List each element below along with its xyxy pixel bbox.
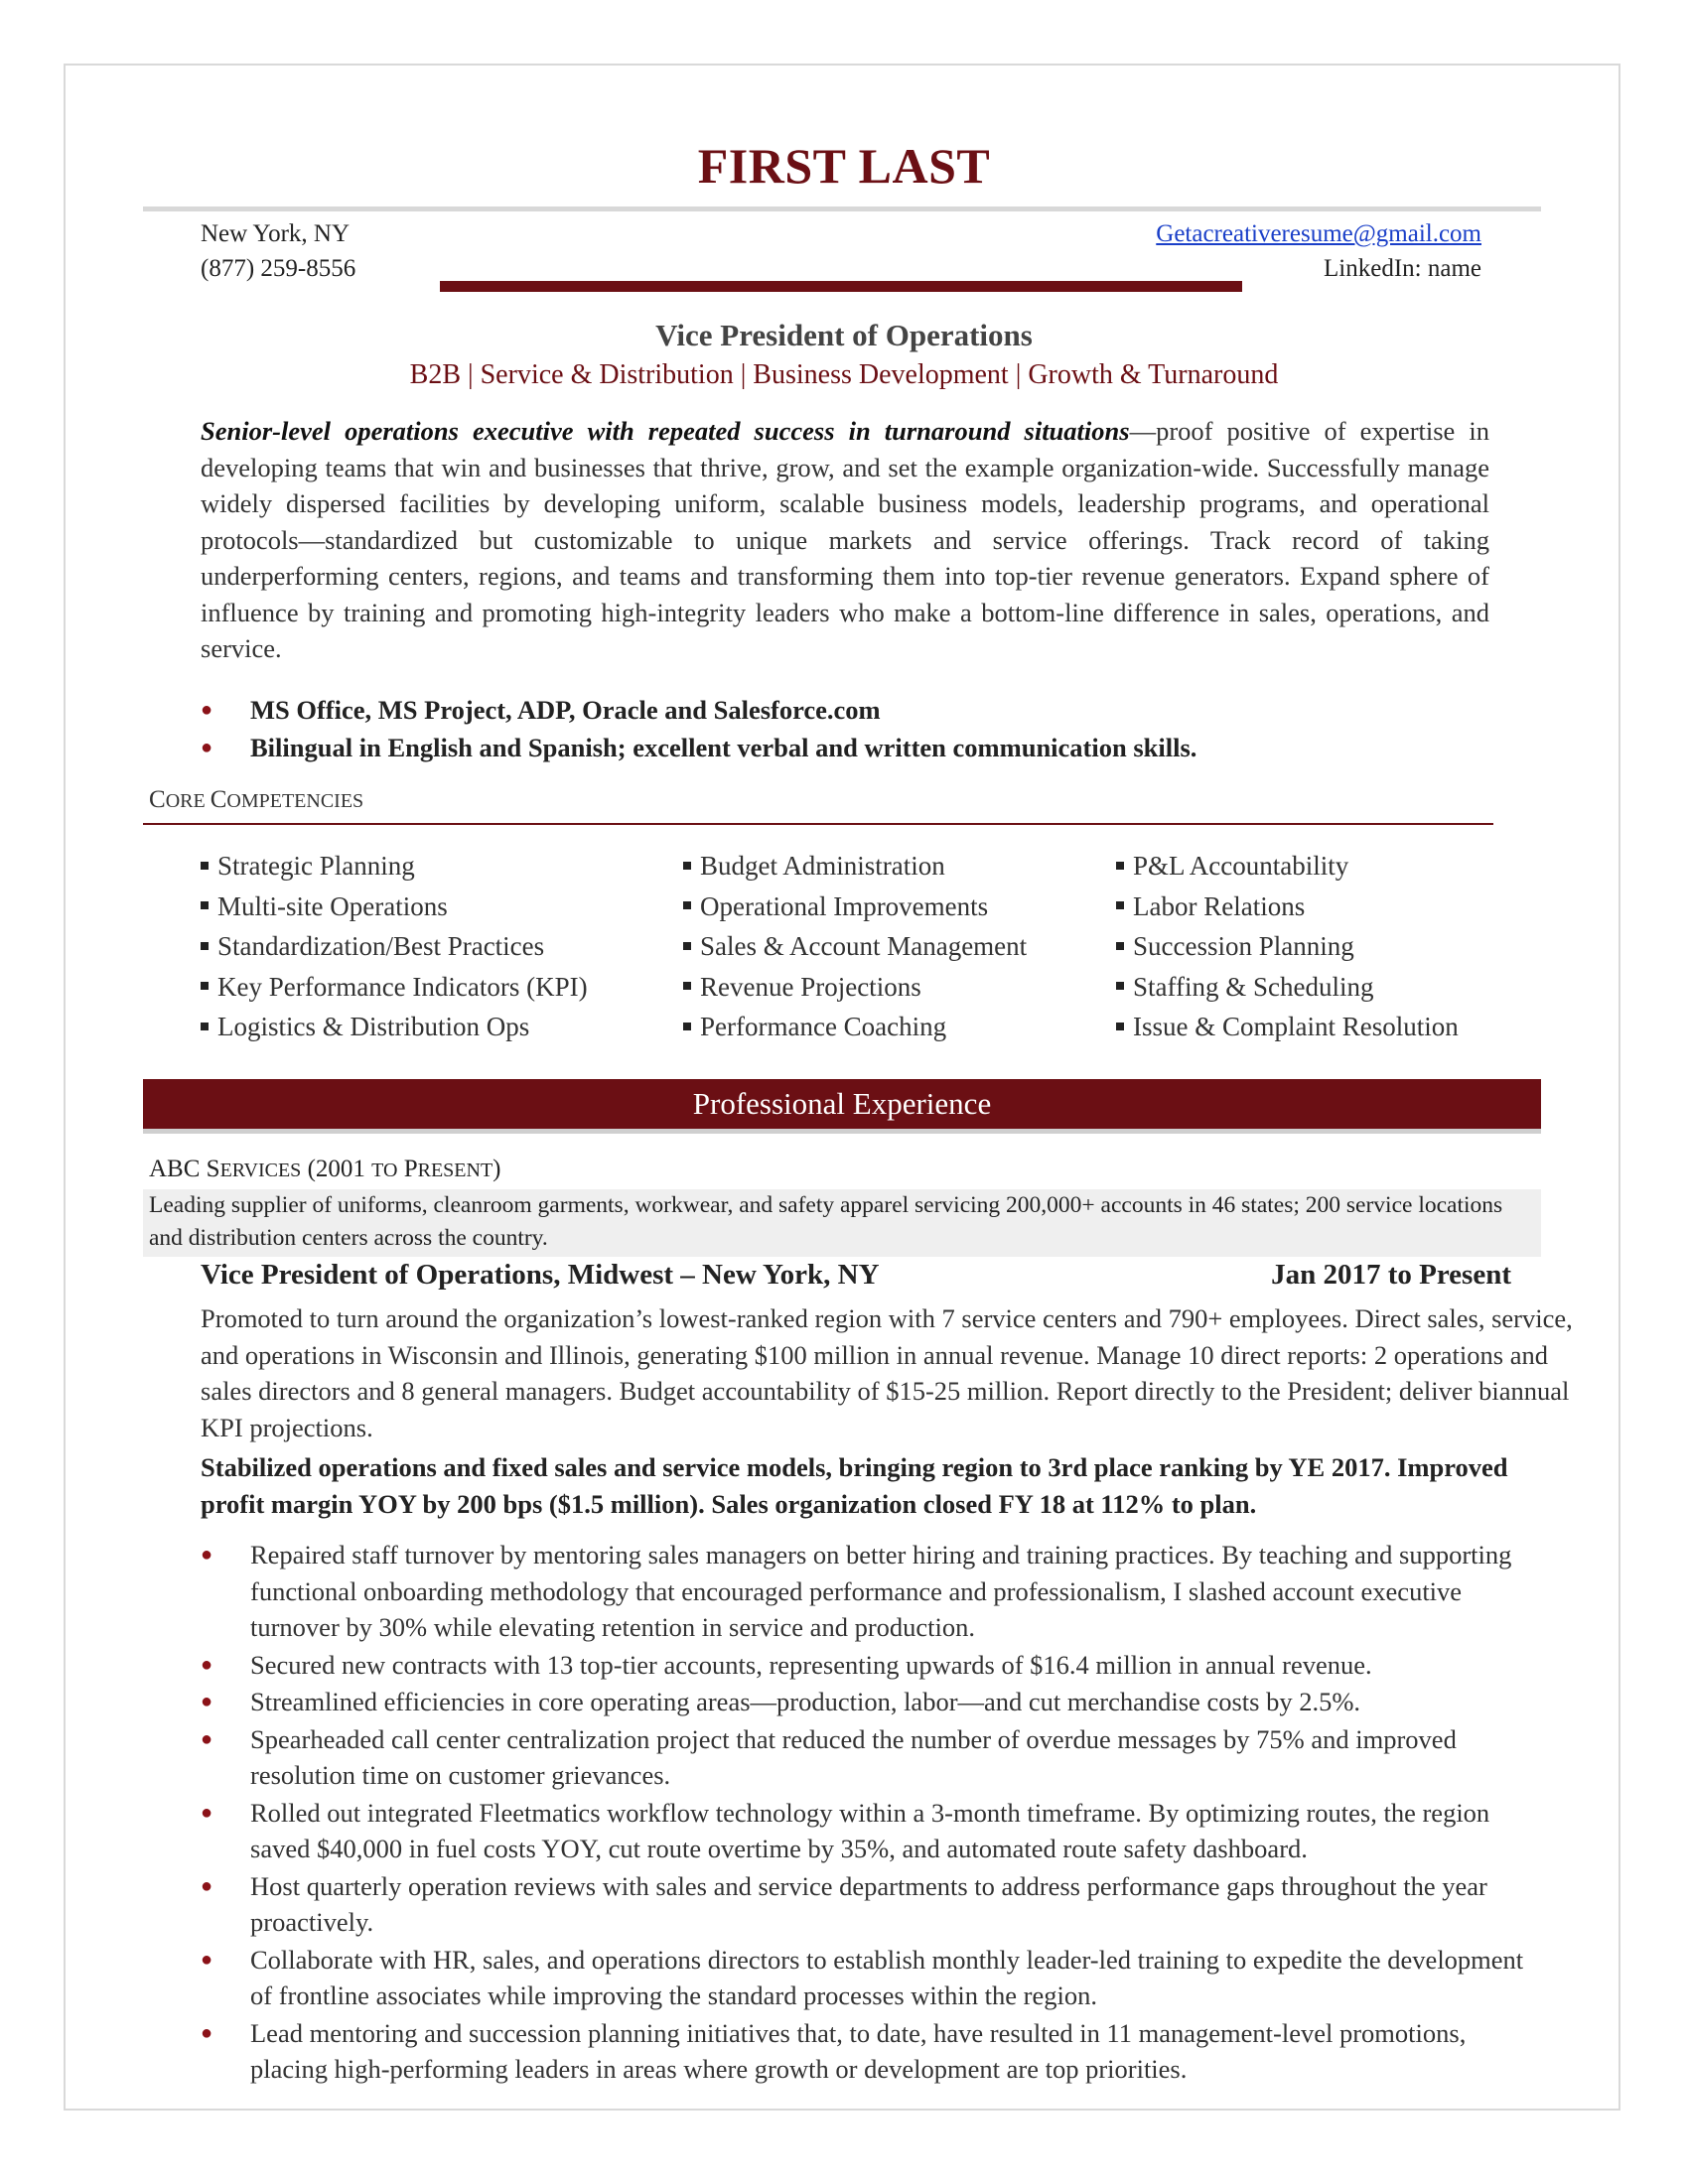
bullet-icon: ● xyxy=(201,1801,213,1824)
experience-bullets xyxy=(201,1537,1531,2089)
list-item: Standardization/Best Practices xyxy=(201,926,588,967)
list-item: Operational Improvements xyxy=(683,887,1027,927)
bullet-icon: ● xyxy=(201,1653,213,1676)
competencies-column-3 xyxy=(1116,846,1459,1047)
list-item: Performance Coaching xyxy=(683,1007,1027,1047)
bullet-icon: ● xyxy=(201,699,213,721)
square-bullet-icon xyxy=(201,901,209,909)
bullet-icon: ● xyxy=(201,1691,213,1712)
phone: (877) 259-8556 xyxy=(201,255,356,282)
list-item: Key Performance Indicators (KPI) xyxy=(201,967,588,1008)
list-item: Logistics & Distribution Ops xyxy=(201,1007,588,1047)
square-bullet-icon xyxy=(201,942,209,950)
square-bullet-icon xyxy=(683,1023,691,1030)
list-item: ● Bilingual in English and Spanish; excellent verbal and written communication skills. xyxy=(201,729,1511,766)
square-bullet-icon xyxy=(1116,1023,1124,1030)
competencies-column-1 xyxy=(201,846,588,1047)
competencies-rule xyxy=(143,823,1493,825)
bullet-icon: ● xyxy=(201,1544,213,1566)
bullet-icon: ● xyxy=(201,2021,213,2044)
list-item: ● Spearheaded call center centralization project that reduced the number of overdue messages by 75% and improved resolution time on customer grievances. xyxy=(201,1721,1531,1794)
role-dates: Jan 2017 to Present xyxy=(1271,1259,1511,1291)
list-item: ● MS Office, MS Project, ADP, Oracle and Salesforce.com xyxy=(201,691,1511,729)
role-line xyxy=(201,1259,1511,1292)
list-item: Strategic Planning xyxy=(201,846,588,887)
list-item: ● Streamlined efficiencies in core operating areas—production, labor—and cut merchandise costs by 2.5%. xyxy=(201,1684,1531,1720)
list-item: Revenue Projections xyxy=(683,967,1027,1008)
list-item: ● Repaired staff turnover by mentoring sales managers on better hiring and training practices. By teaching and supporting functional onboarding methodology that encouraged performance and professionalism, I slashed account executive turnover by 30% while elevating retention in service and production. xyxy=(201,1537,1531,1646)
list-item: Succession Planning xyxy=(1116,926,1459,967)
role-title: Vice President of Operations, Midwest – New York, NY xyxy=(201,1259,880,1291)
list-item: ● Secured new contracts with 13 top-tier accounts, representing upwards of $16.4 million in annual revenue. xyxy=(201,1647,1531,1684)
city: New York, NY xyxy=(201,220,351,247)
role-description: Promoted to turn around the organization’s lowest-ranked region with 7 service centers and 790+ employees. Direct sales, service, and operations in Wisconsin and Illinois, generating $100 million in annual revenue. Manage 10 direct reports: 2 operations and sales directors and 8 general managers. Budget accountability of $15-25 million. Report directly to the President; deliver biannual KPI projections. xyxy=(201,1303,1573,1442)
contact-left xyxy=(201,216,355,286)
square-bullet-icon xyxy=(1116,901,1124,909)
square-bullet-icon xyxy=(1116,942,1124,950)
competencies-heading: CORE COMPETENCIES xyxy=(149,786,364,813)
competencies-column-2 xyxy=(683,846,1027,1047)
bullet-icon: ● xyxy=(201,1727,213,1750)
experience-heading-shadow xyxy=(143,1129,1541,1134)
header-rule xyxy=(143,206,1541,211)
summary-paragraph xyxy=(201,413,1489,667)
square-bullet-icon xyxy=(1116,862,1124,870)
list-item: Issue & Complaint Resolution xyxy=(1116,1007,1459,1047)
linkedin: LinkedIn: name xyxy=(1324,255,1481,282)
list-item: ● Host quarterly operation reviews with sales and service departments to address performance gaps throughout the year proactively. xyxy=(201,1868,1531,1941)
experience-heading: Professional Experience xyxy=(143,1079,1541,1129)
email-link[interactable]: Getacreativeresume@gmail.com xyxy=(1156,220,1481,247)
accent-bar xyxy=(440,281,1242,292)
square-bullet-icon xyxy=(683,901,691,909)
square-bullet-icon xyxy=(683,942,691,950)
candidate-name: FIRST LAST xyxy=(697,138,991,194)
square-bullet-icon xyxy=(201,862,209,870)
list-item: ● Collaborate with HR, sales, and operations directors to establish monthly leader-led training to expedite the development of frontline associates while improving the standard processes within the region. xyxy=(201,1942,1531,2014)
square-bullet-icon xyxy=(201,982,209,990)
list-item: Multi-site Operations xyxy=(201,887,588,927)
role-achievement: Stabilized operations and fixed sales and service models, bringing region to 3rd place ranking by YE 2017. Improved profit margin YOY by 200 bps ($1.5 million). Sales organization closed FY 18 at 112% to plan. xyxy=(201,1452,1508,1519)
summary-body: —proof positive of expertise in developing teams that win and businesses that thrive, grow, and set the example organization-wide. Successfully manage widely dispersed facilities by developing uniform, scalable business models, leadership programs, and operational protocols—standardized but customizable to unique markets and service offerings. Track record of taking underperforming centers, regions, and teams and transforming them into top-tier revenue generators. Expand sphere of influence by training and promoting high-integrity leaders who make a bottom-line difference in sales, operations, and service. xyxy=(201,416,1489,663)
summary-lead: Senior-level operations executive with repeated success in turnaround situations xyxy=(201,416,1130,446)
headline-keywords: B2B | Service & Distribution | Business Development | Growth & Turnaround xyxy=(409,359,1279,390)
list-item: Labor Relations xyxy=(1116,887,1459,927)
square-bullet-icon xyxy=(683,862,691,870)
bullet-icon: ● xyxy=(201,1948,213,1971)
bullet-icon: ● xyxy=(201,1874,213,1897)
list-item: ● Lead mentoring and succession planning initiatives that, to date, have resulted in 11 management-level promotions, placing high-performing leaders in areas where growth or development are top priorities. xyxy=(201,2015,1531,2088)
list-item: Staffing & Scheduling xyxy=(1116,967,1459,1008)
square-bullet-icon xyxy=(201,1023,209,1030)
bullet-icon: ● xyxy=(201,737,213,758)
square-bullet-icon xyxy=(1116,982,1124,990)
company-description: Leading supplier of uniforms, cleanroom garments, workwear, and safety apparel servicing 200,000+ accounts in 46 states; 200 service locations and distribution centers across the country. xyxy=(143,1189,1541,1257)
headline-title: Vice President of Operations xyxy=(655,318,1033,352)
skills-list xyxy=(201,691,1511,766)
square-bullet-icon xyxy=(683,982,691,990)
list-item: P&L Accountability xyxy=(1116,846,1459,887)
list-item: Sales & Account Management xyxy=(683,926,1027,967)
company-name: ABC SERVICES (2001 TO PRESENT) xyxy=(149,1156,501,1182)
list-item: ● Rolled out integrated Fleetmatics workflow technology within a 3-month timeframe. By optimizing routes, the region saved $40,000 in fuel costs YOY, cut route overtime by 35%, and automated route safety dashboard. xyxy=(201,1795,1531,1867)
list-item: Budget Administration xyxy=(683,846,1027,887)
contact-right xyxy=(1156,216,1481,286)
